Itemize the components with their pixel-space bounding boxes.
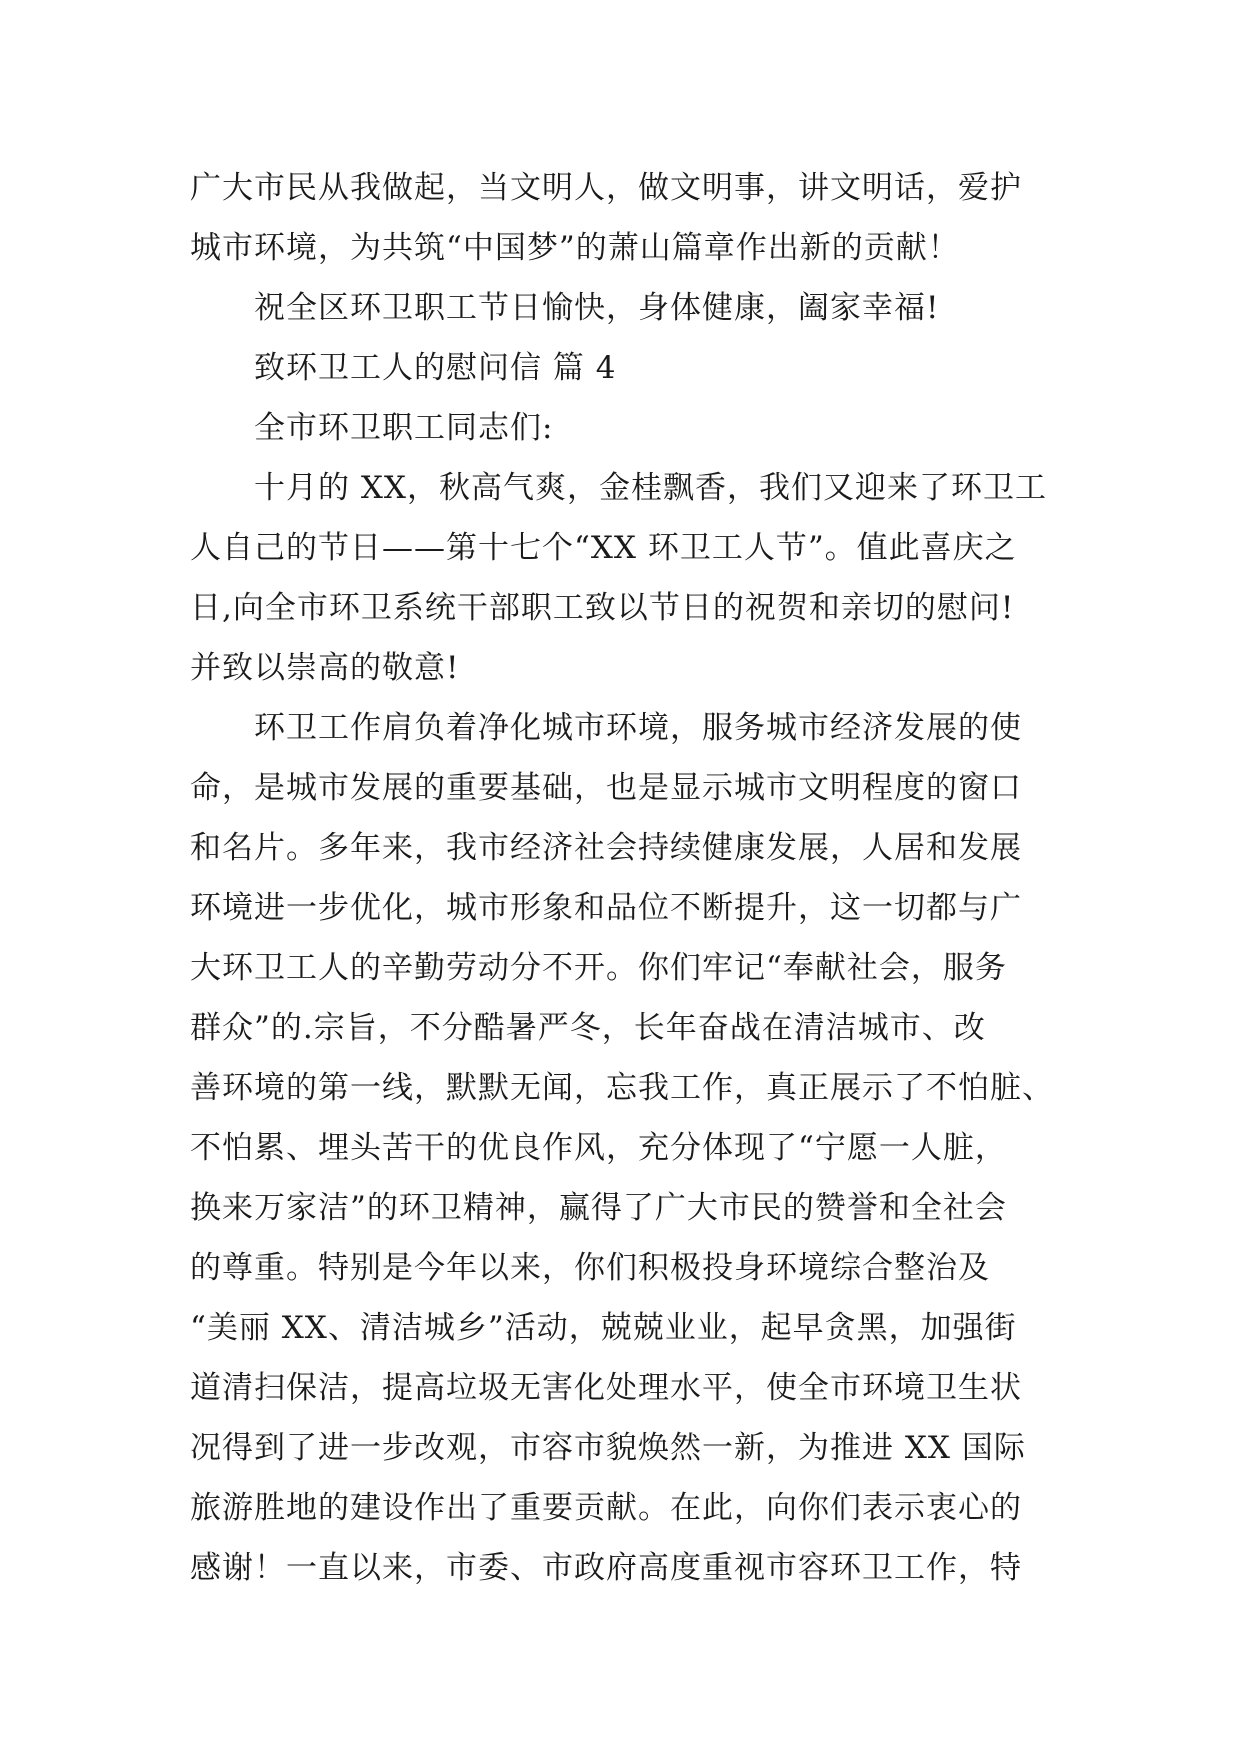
text-line: 群众”的.宗旨，不分酷暑严冬，长年奋战在清洁城市、改 <box>190 1010 986 1046</box>
text-line: 大环卫工人的辛勤劳动分不开。你们牢记“奉献社会，服务 <box>190 950 1007 986</box>
text-line: 环卫工作肩负着净化城市环境，服务城市经济发展的使 <box>254 710 1022 746</box>
text-line: 和名片。多年来，我市经济社会持续健康发展，人居和发展 <box>190 830 1022 866</box>
text-line: 命，是城市发展的重要基础，也是显示城市文明程度的窗口 <box>190 770 1022 806</box>
text-line: 感谢！一直以来，市委、市政府高度重视市容环卫工作，特 <box>190 1550 1022 1586</box>
section-heading: 致环卫工人的慰问信 篇 4 <box>254 350 617 386</box>
text-line: 人自己的节日——第十七个“XX 环卫工人节”。值此喜庆之 <box>190 530 1017 566</box>
text-line: “美丽 XX、清洁城乡”活动，兢兢业业，起早贪黑，加强街 <box>190 1310 1017 1346</box>
text-line: 十月的 XX，秋高气爽，金桂飘香，我们又迎来了环卫工 <box>254 470 1047 506</box>
text-line: 广大市民从我做起，当文明人，做文明事，讲文明话，爱护 <box>190 170 1022 206</box>
text-line: 不怕累、埋头苦干的优良作风，充分体现了“宁愿一人脏， <box>190 1130 1007 1166</box>
text-line: 日,向全市环卫系统干部职工致以节日的祝贺和亲切的慰问! <box>190 590 1015 626</box>
document-body <box>190 158 1060 1598</box>
text-line: 换来万家洁”的环卫精神，赢得了广大市民的赞誉和全社会 <box>190 1190 1007 1226</box>
text-line: 况得到了进一步改观，市容市貌焕然一新，为推进 XX 国际 <box>190 1430 1026 1466</box>
text-line: 的尊重。特别是今年以来，你们积极投身环境综合整治及 <box>190 1250 990 1286</box>
text-line: 善环境的第一线，默默无闻，忘我工作，真正展示了不怕脏、 <box>190 1070 1054 1106</box>
text-line: 道清扫保洁，提高垃圾无害化处理水平，使全市环境卫生状 <box>190 1370 1022 1406</box>
text-line: 环境进一步优化，城市形象和品位不断提升，这一切都与广 <box>190 890 1022 926</box>
salutation: 全市环卫职工同志们: <box>254 410 554 446</box>
text-line: 并致以崇高的敬意! <box>190 650 460 686</box>
text-line: 城市环境，为共筑“中国梦”的萧山篇章作出新的贡献！ <box>190 230 960 266</box>
text-line: 旅游胜地的建设作出了重要贡献。在此，向你们表示衷心的 <box>190 1490 1022 1526</box>
text-line: 祝全区环卫职工节日愉快，身体健康，阖家幸福! <box>254 290 940 326</box>
